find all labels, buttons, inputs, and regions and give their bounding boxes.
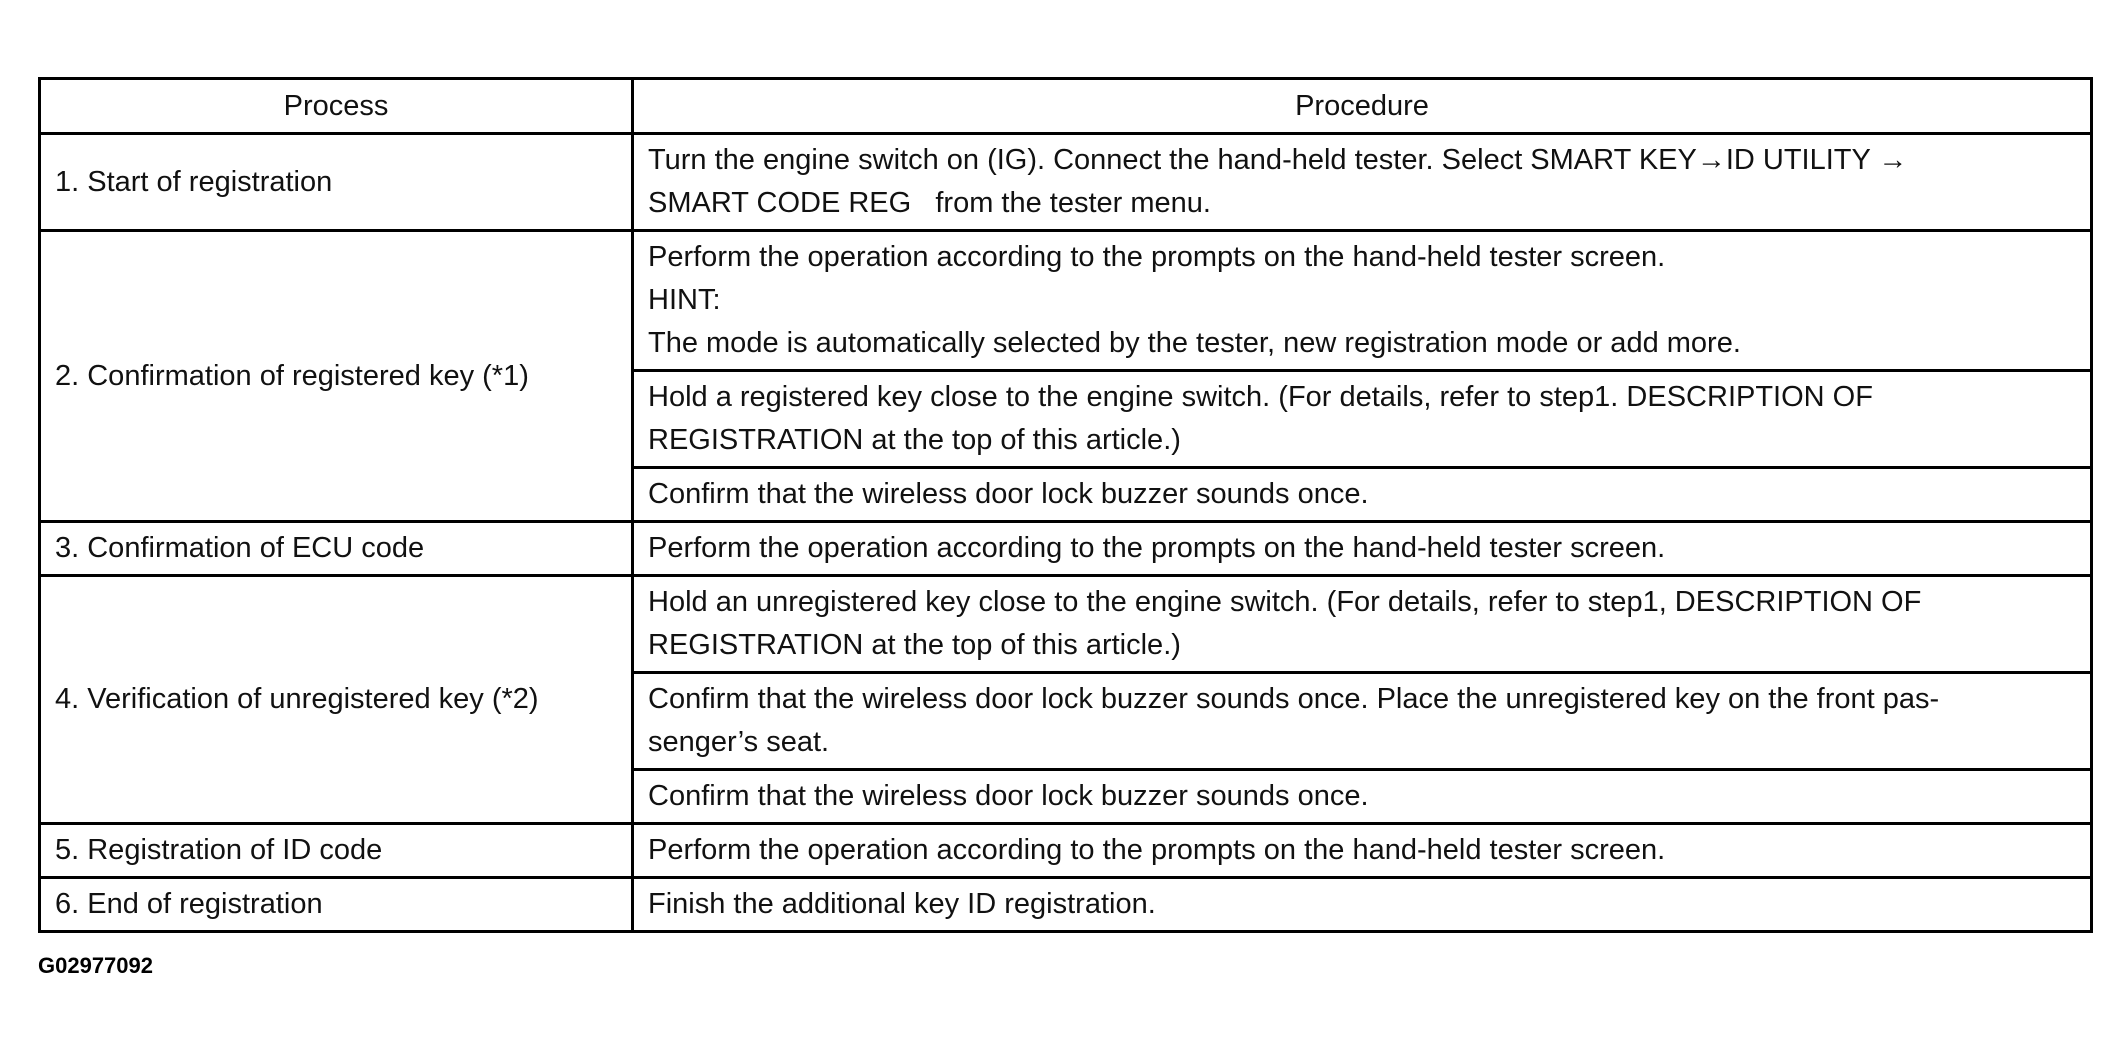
procedure-cell bbox=[633, 522, 2092, 576]
procedure-cell bbox=[633, 371, 2092, 468]
table-row bbox=[40, 231, 2092, 371]
process-cell: 6. End of registration bbox=[40, 878, 633, 932]
procedure-cell bbox=[633, 770, 2092, 824]
process-cell: 1. Start of registration bbox=[40, 134, 633, 231]
procedure-text-line: Perform the operation according to the prompts on the hand-held tester screen. bbox=[648, 241, 1666, 273]
table-row bbox=[40, 522, 2092, 576]
procedure-text-line: Confirm that the wireless door lock buzzer sounds once. Place the unregistered key on the front pas- bbox=[648, 683, 1940, 715]
table-header-row bbox=[40, 79, 2092, 134]
procedure-text-line: The mode is automatically selected by the tester, new registration mode or add more. bbox=[648, 327, 1741, 359]
figure-id-label: G02977092 bbox=[38, 953, 153, 978]
process-cell: 2. Confirmation of registered key (*1) bbox=[40, 231, 633, 522]
procedure-text-line: Turn the engine switch on (IG). Connect the hand-held tester. Select SMART KEY→ID UTILITY → bbox=[648, 144, 1908, 176]
procedure-text-line: Perform the operation according to the prompts on the hand-held tester screen. bbox=[648, 532, 1666, 564]
procedure-cell bbox=[633, 824, 2092, 878]
table-body bbox=[40, 134, 2092, 932]
procedure-text-line: Confirm that the wireless door lock buzzer sounds once. bbox=[648, 780, 1369, 812]
table-row bbox=[40, 134, 2092, 231]
table-row bbox=[40, 576, 2092, 673]
procedure-text-line: senger’s seat. bbox=[648, 726, 830, 758]
procedure-cell bbox=[633, 878, 2092, 932]
table-row bbox=[40, 878, 2092, 932]
procedure-cell bbox=[633, 468, 2092, 522]
process-cell: 5. Registration of ID code bbox=[40, 824, 633, 878]
process-column-header: Process bbox=[40, 79, 633, 134]
procedure-text-line: REGISTRATION at the top of this article.) bbox=[648, 629, 1181, 661]
process-cell: 3. Confirmation of ECU code bbox=[40, 522, 633, 576]
procedure-column-header: Procedure bbox=[633, 79, 2092, 134]
procedure-text-line: Finish the additional key ID registration. bbox=[648, 888, 1156, 920]
procedure-cell bbox=[633, 673, 2092, 770]
procedure-cell bbox=[633, 231, 2092, 371]
procedure-text-line: REGISTRATION at the top of this article.) bbox=[648, 424, 1181, 456]
procedure-text-line: HINT: bbox=[648, 284, 721, 316]
procedure-text-line: Hold a registered key close to the engine switch. (For details, refer to step1. DESCRIPTION OF bbox=[648, 381, 1873, 413]
procedure-cell bbox=[633, 576, 2092, 673]
process-cell: 4. Verification of unregistered key (*2) bbox=[40, 576, 633, 824]
procedure-text-line: Confirm that the wireless door lock buzzer sounds once. bbox=[648, 478, 1369, 510]
procedure-text-line: Hold an unregistered key close to the engine switch. (For details, refer to step1, DESCRIPTION OF bbox=[648, 586, 1922, 618]
table-row bbox=[40, 824, 2092, 878]
procedure-text-line: Perform the operation according to the prompts on the hand-held tester screen. bbox=[648, 834, 1666, 866]
procedure-text-line: SMART CODE REG from the tester menu. bbox=[648, 187, 1211, 219]
procedure-cell bbox=[633, 134, 2092, 231]
registration-procedure-table bbox=[38, 77, 2093, 933]
